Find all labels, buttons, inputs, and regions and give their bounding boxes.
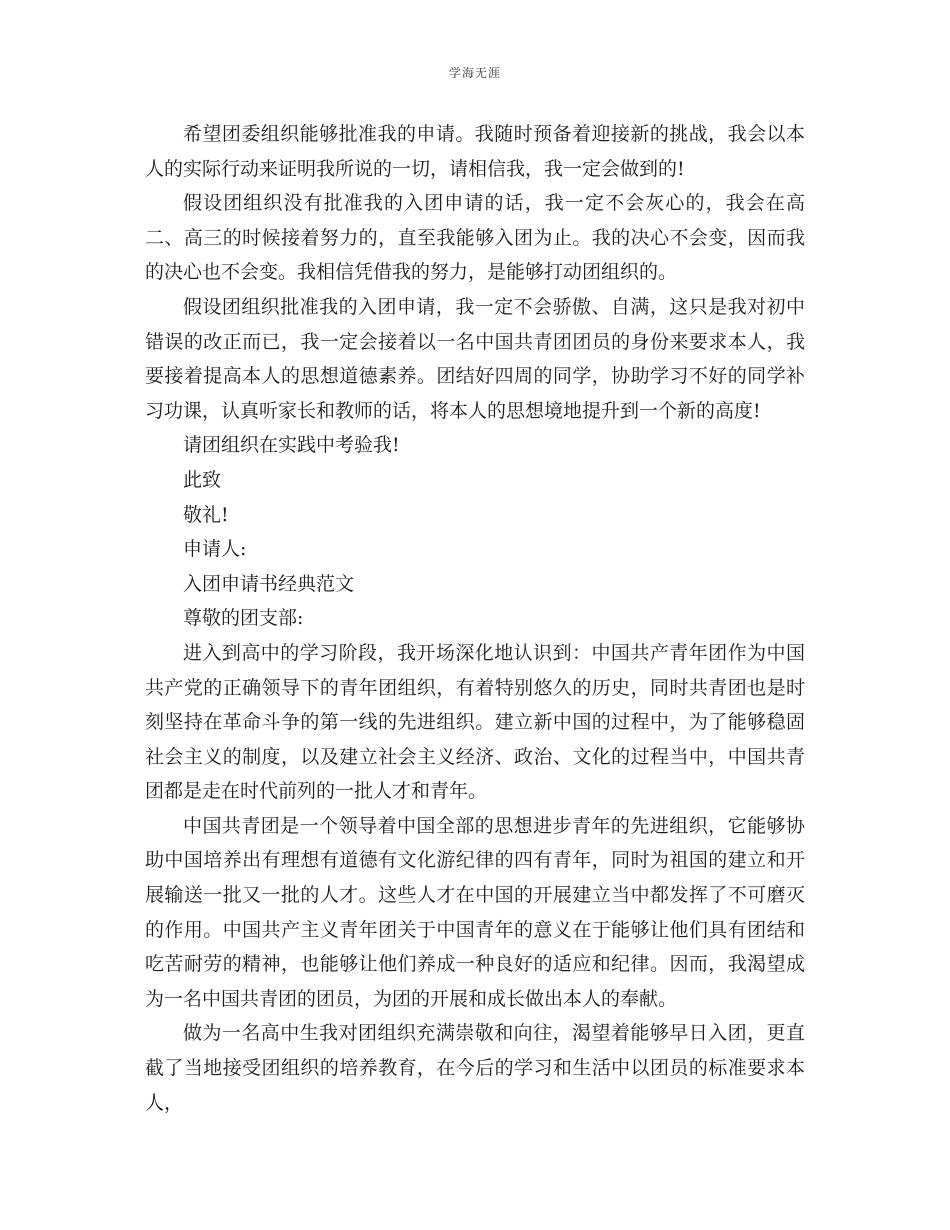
applicant-line: 申请人: bbox=[183, 538, 247, 561]
document-body bbox=[145, 117, 805, 1120]
salutation-line: 此致 bbox=[183, 468, 222, 491]
paragraph: 中国共青团是一个领导着中国全部的思想进步青年的先进组织，它能够协助中国培养出有理想有道德有文化游纪律的四有青年，同时为祖国的建立和开展输送一批又一批的人才。这些人才在中国的开展建立当中都发挥了不可磨灭的作用。中国共产主义青年团关于中国青年的意义在于能够让他们具有团结和吃苦耐劳的精神，也能够让他们养成一种良好的适应和纪律。因而，我渴望成为一名中国共青团的团员，为团的开展和成长做出本人的奉献。 bbox=[145, 814, 805, 1010]
greeting-line: 尊敬的团支部: bbox=[183, 607, 304, 630]
salutation-line: 敬礼! bbox=[183, 503, 229, 526]
paragraph: 请团组织在实践中考验我! bbox=[183, 434, 400, 457]
page-header: 学海无涯 bbox=[448, 66, 501, 80]
paragraph: 做为一名高中生我对团组织充满崇敬和向往，渴望着能够早日入团，更直截了当地接受团组织的培养教育，在今后的学习和生活中以团员的标准要求本人， bbox=[145, 1022, 805, 1114]
section-title: 入团申请书经典范文 bbox=[183, 572, 355, 595]
paragraph: 进入到高中的学习阶段，我开场深化地认识到：中国共产青年团作为中国共产党的正确领导下的青年团组织，有着特别悠久的历史，同时共青团也是时刻坚持在革命斗争的第一线的先进组织。建立新中国的过程中，为了能够稳固社会主义的制度，以及建立社会主义经济、政治、文化的过程当中，中国共青团都是走在时代前列的一批人才和青年。 bbox=[145, 641, 805, 803]
paragraph: 假设团组织批准我的入团申请，我一定不会骄傲、自满，这只是我对初中错误的改正而已，我一定会接着以一名中国共青团团员的身份来要求本人，我要接着提高本人的思想道德素养。团结好四周的同学，协助学习不好的同学补习功课，认真听家长和教师的话，将本人的思想境地提升到一个新的高度! bbox=[145, 295, 805, 422]
paragraph: 希望团委组织能够批准我的申请。我随时预备着迎接新的挑战，我会以本人的实际行动来证明我所说的一切，请相信我，我一定会做到的! bbox=[145, 123, 805, 180]
paragraph: 假设团组织没有批准我的入团申请的话，我一定不会灰心的，我会在高二、高三的时候接着努力的，直至我能够入团为止。我的决心不会变，因而我的决心也不会变。我相信凭借我的努力，是能够打动团组织的。 bbox=[145, 192, 805, 284]
